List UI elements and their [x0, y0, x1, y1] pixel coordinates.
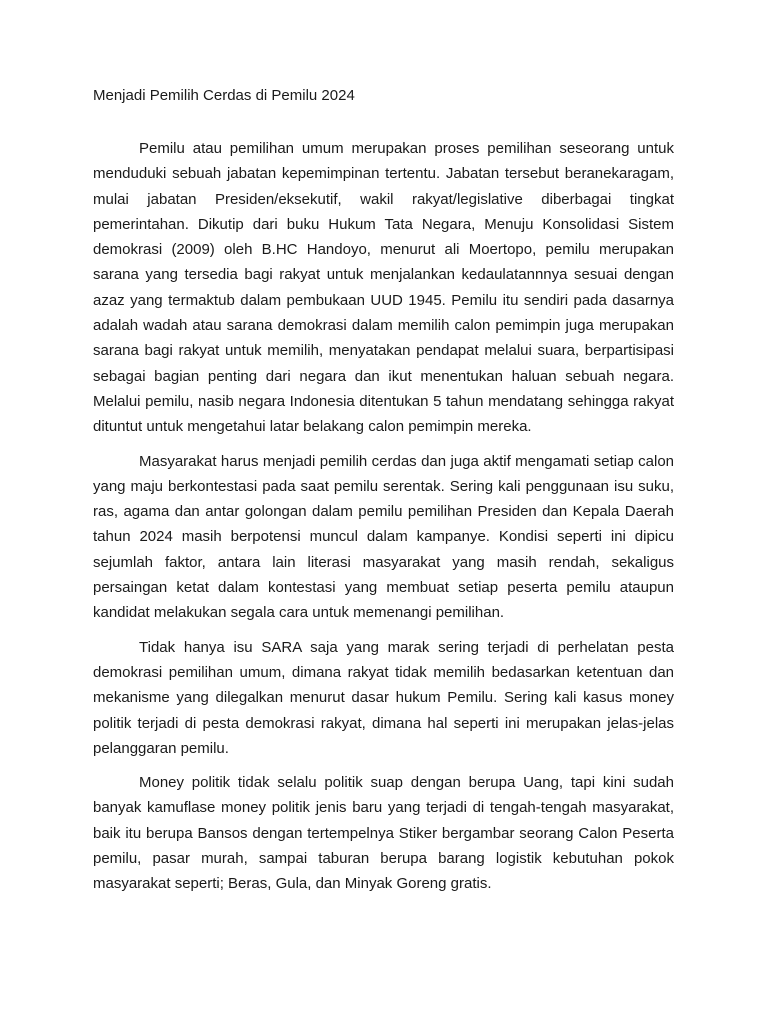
paragraph-1: Pemilu atau pemilihan umum merupakan proses pemilihan seseorang untuk menduduki sebuah jabatan kepemimpinan tertentu. Jabatan tersebut beranekaragam, mulai jabatan Presiden/eksekutif, wakil rakyat/legislative diberbagai tingkat pemerintahan. Dikutip dari buku Hukum Tata Negara, Menuju Konsolidasi Sistem demokrasi (2009) oleh B.HC Handoyo, menurut ali Moertopo, pemilu merupakan sarana yang tersedia bagi rakyat untuk menjalankan kedaulatannnya sesuai dengan azaz yang termaktub dalam pembukaan UUD 1945. Pemilu itu sendiri pada dasarnya adalah wadah atau sarana demokrasi dalam memilih calon pemimpin juga merupakan sarana bagi rakyat untuk memilih, menyatakan pendapat melalui suara, berpartisipasi sebagai bagian penting dari negara dan ikut menentukan haluan sebuah negara. Melalui pemilu, nasib negara Indonesia ditentukan 5 tahun mendatang sehingga rakyat dituntut untuk mengetahui latar belakang calon pemimpin mereka. [93, 140, 674, 436]
document-page [93, 86, 674, 906]
paragraph-4: Money politik tidak selalu politik suap dengan berupa Uang, tapi kini sudah banyak kamuflase money politik jenis baru yang terjadi di tengah-tengah masyarakat, baik itu berupa Bansos dengan tertempelnya Stiker bergambar seorang Calon Peserta pemilu, pasar murah, sampai taburan berupa barang logistik kebutuhan pokok masyarakat seperti; Beras, Gula, dan Minyak Goreng gratis. [93, 774, 674, 893]
paragraph-3: Tidak hanya isu SARA saja yang marak sering terjadi di perhelatan pesta demokrasi pemilihan umum, dimana rakyat tidak memilih bedasarkan ketentuan dan mekanisme yang dilegalkan menurut dasar hukum Pemilu. Sering kali kasus money politik terjadi di pesta demokrasi rakyat, dimana hal seperti ini merupakan jelas-jelas pelanggaran pemilu. [93, 638, 674, 757]
paragraph-2: Masyarakat harus menjadi pemilih cerdas dan juga aktif mengamati setiap calon yang maju berkontestasi pada saat pemilu serentak. Sering kali penggunaan isu suku, ras, agama dan antar golongan dalam pemilu pemilihan Presiden dan Kepala Daerah tahun 2024 masih berpotensi muncul dalam kampanye. Kondisi seperti ini dipicu sejumlah faktor, antara lain literasi masyarakat yang masih rendah, sekaligus persaingan ketat dalam kontestasi yang membuat setiap peserta pemilu ataupun kandidat melakukan segala cara untuk memenangi pemilihan. [93, 452, 674, 622]
document-title: Menjadi Pemilih Cerdas di Pemilu 2024 [93, 87, 355, 104]
